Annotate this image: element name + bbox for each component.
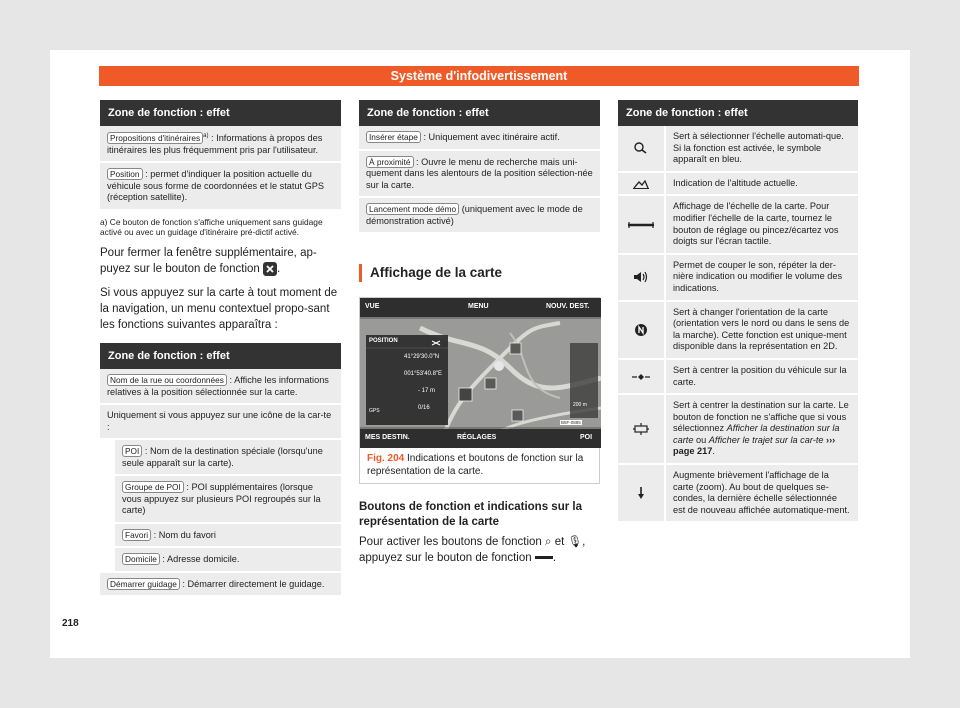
table-row <box>618 126 858 173</box>
row-text: (uniquement avec le mode de démonstration activé) <box>366 204 583 226</box>
caption-text: Indications et boutons de fonction sur la représentation de la carte. <box>367 453 584 477</box>
row-text: Sert à changer l'orientation de la carte (orientation vers le nord ou dans le sens de la marche). Cette fonction est unique-ment disponible dans la représentation en 2D. <box>673 306 850 352</box>
subsection-title: Boutons de fonction et indications sur la représentation de la carte <box>359 501 582 528</box>
table-row <box>359 198 600 234</box>
row-text: Sert à centrer la position du véhicule sur la carte. <box>673 364 847 387</box>
map-longitude: 001°53'40.8"E <box>404 371 443 377</box>
table-row <box>100 126 341 163</box>
map-view-button[interactable]: VUE <box>365 303 380 310</box>
function-button-label[interactable]: Position <box>107 168 143 180</box>
row-text: : permet d'indiquer la position actuelle du véhicule sous forme de coordonnées et le statut GPS (réception satellite). <box>107 169 325 203</box>
compass-icon <box>618 302 666 358</box>
close-icon <box>263 262 277 276</box>
table-row <box>618 196 858 254</box>
function-button-label[interactable]: Domicile <box>122 553 160 565</box>
footnote-marker: a) <box>203 133 209 139</box>
zoom-icon <box>618 465 666 521</box>
table-row <box>115 440 341 476</box>
table-row <box>359 151 600 199</box>
zoom-icon: 🎙 <box>567 536 583 548</box>
function-button-label[interactable]: Propositions d'itinéraires <box>107 132 203 144</box>
section-title: Affichage de la carte <box>359 264 600 282</box>
table-row <box>115 476 341 524</box>
speaker-icon <box>618 255 666 300</box>
altitude-icon <box>618 173 666 195</box>
map-new-destination-button[interactable]: NOUV. DEST. <box>546 303 590 310</box>
paragraph-text: . <box>552 552 557 564</box>
table-row <box>618 173 858 197</box>
map-menu-button[interactable]: MENU <box>468 303 489 310</box>
function-button-label[interactable]: POI <box>122 445 142 457</box>
row-text: Augmente brièvement l'affichage de la carte (zoom). Au bout de quelques se-condes, la dernière échelle sélectionnée est de nouveau affichée automatique-ment. <box>673 470 850 515</box>
table-header: Zone de fonction : effet <box>359 100 600 126</box>
row-text: : Adresse domicile. <box>159 554 240 565</box>
table-row: Uniquement si vous appuyez sur une icône de la car-te : <box>100 405 341 440</box>
table-header: Zone de fonction : effet <box>618 100 858 126</box>
row-text: Sert à sélectionner l'échelle automati-que. Si la fonction est activée, le symbole apparaît en bleu. <box>673 131 844 165</box>
row-text: Indication de l'altitude actuelle. <box>673 177 798 188</box>
table-row <box>100 163 341 211</box>
figure <box>359 297 600 484</box>
function-button-label[interactable]: Démarrer guidage <box>107 578 180 590</box>
function-button-label[interactable]: Insérer étape <box>366 131 421 143</box>
table-header: Zone de fonction : effet <box>100 100 341 126</box>
auto-zoom-icon: ⌕ <box>545 536 552 548</box>
row-text: : Nom de la destination spéciale (lorsqu'une seule apparaît sur la carte). <box>122 446 323 468</box>
column-left <box>100 100 341 597</box>
function-button-label[interactable]: Groupe de POI <box>122 481 184 493</box>
map-scale: 200 m <box>573 402 587 408</box>
map-gps-label: GPS <box>369 408 380 414</box>
row-text: : Ouvre le menu de recherche mais uni-quement dans les alentours de la position sélection-née sur la carte. <box>366 156 593 190</box>
row-text: : Affiche les informations relatives à la position sélectionnée sur la carte. <box>107 375 329 397</box>
map-latitude: 41°29'30.0"N <box>404 354 440 360</box>
map-illustration <box>360 298 601 448</box>
row-text: : Uniquement avec itinéraire actif. <box>420 132 560 142</box>
table-row <box>100 573 341 598</box>
figure-code: B5F-0885 <box>561 420 581 425</box>
paragraph-text: et <box>554 536 565 548</box>
row-text <box>666 395 858 463</box>
map-altitude: - 17 m <box>418 388 436 394</box>
paragraph-text: . <box>277 263 281 276</box>
column-right <box>618 100 858 523</box>
footnote: a) Ce bouton de fonction s'affiche uniquement sans guidage activé ou avec un guidage d'itinéraire pré-dictif activé. <box>100 216 323 237</box>
table-row <box>115 524 341 549</box>
auto-zoom-icon <box>618 126 666 171</box>
map-satellites: 0/16 <box>418 405 430 411</box>
function-button-label[interactable]: Lancement mode démo <box>366 203 459 215</box>
table-row <box>115 548 341 573</box>
paragraph-text: Pour activer les boutons de fonction <box>359 536 542 548</box>
table-row <box>618 395 858 465</box>
scale-icon <box>535 556 553 559</box>
paragraph <box>359 534 600 566</box>
function-button-label[interactable]: Favori <box>122 529 151 541</box>
page-reference-link[interactable]: ››› page 217 <box>673 434 836 457</box>
figure-caption <box>360 448 599 478</box>
row-text-part: Sert à centrer la destination sur la carte. Le bouton de fonction ne s'affiche que si vous sélectionnez <box>673 400 849 434</box>
paragraph <box>100 245 341 277</box>
map-my-destinations-button[interactable]: MES DESTIN. <box>365 434 410 441</box>
center-vehicle-icon <box>618 360 666 393</box>
table-header: Zone de fonction : effet <box>100 343 341 369</box>
map-settings-button[interactable]: RÉGLAGES <box>457 434 497 441</box>
map-screenshot <box>360 298 601 448</box>
scale-icon <box>618 196 666 252</box>
row-text: Permet de couper le son, répéter la der-nière indication ou modifier le volume des indications. <box>673 259 843 293</box>
row-text: : POI supplémentaires (lorsque vous appuyez sur plusieurs POI regroupés sur la carte) <box>122 482 321 516</box>
map-poi-button[interactable]: POI <box>580 434 593 441</box>
function-button-label[interactable]: À proximité <box>366 156 414 168</box>
page-number: 218 <box>62 618 79 629</box>
row-text: : Démarrer directement le guidage. <box>179 578 325 589</box>
row-text-part: . <box>712 446 715 457</box>
table-row <box>618 360 858 395</box>
figure-label: Fig. 204 <box>367 453 405 464</box>
paragraph-text: , appuyez sur le bouton de fonction <box>359 536 586 564</box>
paragraph: Si vous appuyez sur la carte à tout moment de la navigation, un menu contextuel propo-sant les fonctions suivantes apparaîtra : <box>100 287 338 332</box>
function-button-label[interactable]: Nom de la rue ou coordonnées <box>107 374 227 386</box>
map-position-title: POSITION <box>369 338 398 344</box>
table-row <box>618 255 858 302</box>
table-row <box>618 465 858 523</box>
table-row <box>359 126 600 151</box>
row-text: : Informations à propos des itinéraires les plus fréquemment pris par l'utilisateur. <box>107 133 323 155</box>
center-destination-icon <box>618 395 666 463</box>
row-text: : Nom du favori <box>151 529 216 540</box>
table-row <box>100 369 341 405</box>
table-row <box>618 302 858 360</box>
row-text-italic: Afficher la destination sur la carte <box>673 423 840 445</box>
row-text-italic: Afficher le trajet sur la car-te <box>708 434 824 445</box>
page-header: Système d'infodivertissement <box>99 66 859 86</box>
row-text: Affichage de l'échelle de la carte. Pour modifier l'échelle de la carte, tournez le bouton de réglage ou pincez/écartez vos doigts sur l'écran tactile. <box>673 201 839 247</box>
row-text-part: ou <box>693 434 709 445</box>
paragraph-text: Pour fermer la fenêtre supplémentaire, ap-puyez sur le bouton de fonction <box>100 247 317 276</box>
column-middle <box>359 100 600 566</box>
